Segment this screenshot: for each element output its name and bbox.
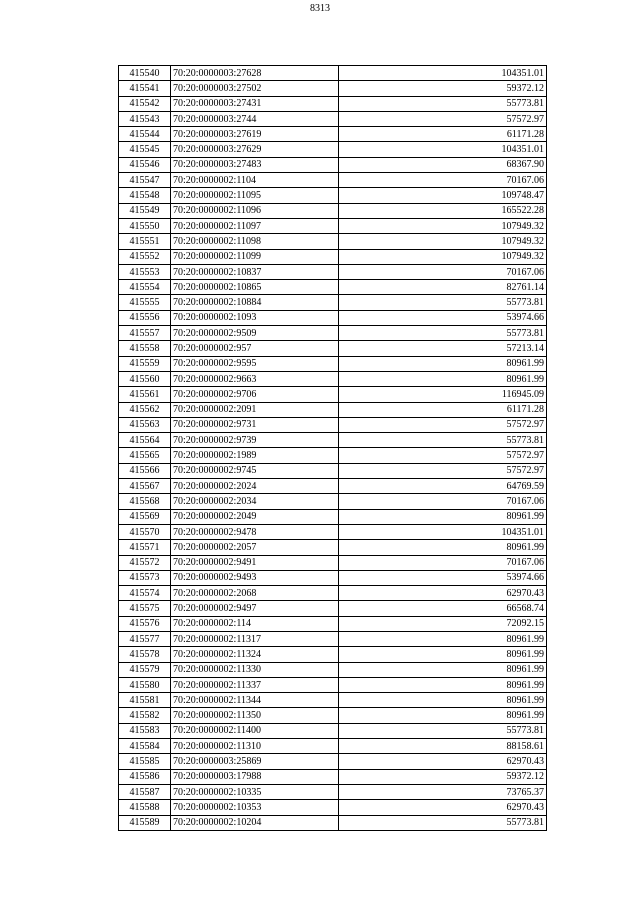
cadastral-number-cell: 70:20:0000002:9491 — [171, 555, 339, 570]
table-row — [119, 647, 547, 662]
value-cell: 80961.99 — [339, 662, 547, 677]
row-id-cell: 415543 — [119, 111, 171, 126]
table-row — [119, 417, 547, 432]
row-id-cell: 415552 — [119, 249, 171, 264]
value-cell: 57572.97 — [339, 111, 547, 126]
row-id-cell: 415584 — [119, 739, 171, 754]
row-id-cell: 415549 — [119, 203, 171, 218]
cadastral-number-cell: 70:20:0000002:9509 — [171, 326, 339, 341]
value-cell: 62970.43 — [339, 800, 547, 815]
row-id-cell: 415555 — [119, 295, 171, 310]
cadastral-number-cell: 70:20:0000002:9663 — [171, 371, 339, 386]
table-row — [119, 509, 547, 524]
table-row — [119, 555, 547, 570]
row-id-cell: 415548 — [119, 188, 171, 203]
cadastral-number-cell: 70:20:0000002:11310 — [171, 739, 339, 754]
table-row — [119, 769, 547, 784]
row-id-cell: 415571 — [119, 540, 171, 555]
page-number: 8313 — [310, 3, 330, 14]
value-cell: 57572.97 — [339, 417, 547, 432]
cadastral-number-cell: 70:20:0000002:11400 — [171, 723, 339, 738]
cadastral-number-cell: 70:20:0000002:9595 — [171, 356, 339, 371]
row-id-cell: 415581 — [119, 693, 171, 708]
table-row — [119, 723, 547, 738]
row-id-cell: 415558 — [119, 341, 171, 356]
table-row — [119, 66, 547, 81]
row-id-cell: 415544 — [119, 127, 171, 142]
cadastral-number-cell: 70:20:0000002:9739 — [171, 433, 339, 448]
row-id-cell: 415586 — [119, 769, 171, 784]
table-row — [119, 310, 547, 325]
cadastral-number-cell: 70:20:0000002:2049 — [171, 509, 339, 524]
cadastral-number-cell: 70:20:0000003:27502 — [171, 81, 339, 96]
cadastral-number-cell: 70:20:0000002:2057 — [171, 540, 339, 555]
table-row — [119, 356, 547, 371]
value-cell: 116945.09 — [339, 387, 547, 402]
value-cell: 53974.66 — [339, 570, 547, 585]
value-cell: 62970.43 — [339, 754, 547, 769]
cadastral-number-cell: 70:20:0000003:17988 — [171, 769, 339, 784]
cadastral-number-cell: 70:20:0000002:9731 — [171, 417, 339, 432]
row-id-cell: 415546 — [119, 157, 171, 172]
cadastral-number-cell: 70:20:0000002:10335 — [171, 784, 339, 799]
row-id-cell: 415559 — [119, 356, 171, 371]
table-row — [119, 540, 547, 555]
table-row — [119, 800, 547, 815]
cadastral-number-cell: 70:20:0000002:957 — [171, 341, 339, 356]
value-cell: 104351.01 — [339, 524, 547, 539]
value-cell: 59372.12 — [339, 769, 547, 784]
value-cell: 53974.66 — [339, 310, 547, 325]
value-cell: 80961.99 — [339, 371, 547, 386]
value-cell: 70167.06 — [339, 494, 547, 509]
cadastral-number-cell: 70:20:0000002:9478 — [171, 524, 339, 539]
row-id-cell: 415553 — [119, 264, 171, 279]
table-row — [119, 677, 547, 692]
cadastral-number-cell: 70:20:0000002:2024 — [171, 479, 339, 494]
cadastral-number-cell: 70:20:0000002:11324 — [171, 647, 339, 662]
table-row — [119, 463, 547, 478]
table-row — [119, 157, 547, 172]
cadastral-number-cell: 70:20:0000002:2068 — [171, 586, 339, 601]
value-cell: 80961.99 — [339, 356, 547, 371]
row-id-cell: 415567 — [119, 479, 171, 494]
value-cell: 57572.97 — [339, 463, 547, 478]
cadastral-number-cell: 70:20:0000002:114 — [171, 616, 339, 631]
value-cell: 109748.47 — [339, 188, 547, 203]
value-cell: 68367.90 — [339, 157, 547, 172]
table-row — [119, 662, 547, 677]
value-cell: 82761.14 — [339, 280, 547, 295]
value-cell: 72092.15 — [339, 616, 547, 631]
cadastral-number-cell: 70:20:0000002:10353 — [171, 800, 339, 815]
table-row — [119, 433, 547, 448]
cadastral-number-cell: 70:20:0000002:2034 — [171, 494, 339, 509]
cadastral-number-cell: 70:20:0000003:27628 — [171, 66, 339, 81]
table-row — [119, 693, 547, 708]
table-row — [119, 601, 547, 616]
row-id-cell: 415589 — [119, 815, 171, 830]
row-id-cell: 415575 — [119, 601, 171, 616]
cadastral-number-cell: 70:20:0000002:9497 — [171, 601, 339, 616]
value-cell: 70167.06 — [339, 264, 547, 279]
cadastral-number-cell: 70:20:0000002:1104 — [171, 173, 339, 188]
table-row — [119, 81, 547, 96]
row-id-cell: 415578 — [119, 647, 171, 662]
table-row — [119, 479, 547, 494]
cadastral-number-cell: 70:20:0000002:2091 — [171, 402, 339, 417]
value-cell: 165522.28 — [339, 203, 547, 218]
table-row — [119, 142, 547, 157]
row-id-cell: 415562 — [119, 402, 171, 417]
cadastral-number-cell: 70:20:0000003:25869 — [171, 754, 339, 769]
value-cell: 57213.14 — [339, 341, 547, 356]
row-id-cell: 415541 — [119, 81, 171, 96]
row-id-cell: 415560 — [119, 371, 171, 386]
row-id-cell: 415554 — [119, 280, 171, 295]
cadastral-number-cell: 70:20:0000003:27619 — [171, 127, 339, 142]
cadastral-number-cell: 70:20:0000002:1989 — [171, 448, 339, 463]
value-cell: 55773.81 — [339, 295, 547, 310]
table-row — [119, 188, 547, 203]
cadastral-number-cell: 70:20:0000002:10865 — [171, 280, 339, 295]
value-cell: 57572.97 — [339, 448, 547, 463]
value-cell: 80961.99 — [339, 540, 547, 555]
value-cell: 80961.99 — [339, 693, 547, 708]
data-table — [118, 65, 547, 831]
value-cell: 80961.99 — [339, 647, 547, 662]
cadastral-number-cell: 70:20:0000002:10884 — [171, 295, 339, 310]
row-id-cell: 415540 — [119, 66, 171, 81]
row-id-cell: 415577 — [119, 631, 171, 646]
row-id-cell: 415580 — [119, 677, 171, 692]
value-cell: 70167.06 — [339, 555, 547, 570]
table-row — [119, 218, 547, 233]
cadastral-number-cell: 70:20:0000002:11350 — [171, 708, 339, 723]
cadastral-number-cell: 70:20:0000002:11097 — [171, 218, 339, 233]
value-cell: 80961.99 — [339, 509, 547, 524]
table-row — [119, 326, 547, 341]
row-id-cell: 415557 — [119, 326, 171, 341]
table-row — [119, 524, 547, 539]
cadastral-number-cell: 70:20:0000002:11337 — [171, 677, 339, 692]
row-id-cell: 415572 — [119, 555, 171, 570]
row-id-cell: 415566 — [119, 463, 171, 478]
table-body — [119, 66, 547, 831]
table-row — [119, 173, 547, 188]
cadastral-number-cell: 70:20:0000002:9745 — [171, 463, 339, 478]
value-cell: 59372.12 — [339, 81, 547, 96]
value-cell: 55773.81 — [339, 326, 547, 341]
table-row — [119, 264, 547, 279]
cadastral-number-cell: 70:20:0000002:11099 — [171, 249, 339, 264]
value-cell: 62970.43 — [339, 586, 547, 601]
cadastral-number-cell: 70:20:0000002:9493 — [171, 570, 339, 585]
cadastral-number-cell: 70:20:0000002:11098 — [171, 234, 339, 249]
value-cell: 55773.81 — [339, 815, 547, 830]
value-cell: 55773.81 — [339, 723, 547, 738]
table-row — [119, 127, 547, 142]
row-id-cell: 415563 — [119, 417, 171, 432]
value-cell: 107949.32 — [339, 218, 547, 233]
row-id-cell: 415568 — [119, 494, 171, 509]
cadastral-number-cell: 70:20:0000002:10837 — [171, 264, 339, 279]
value-cell: 80961.99 — [339, 708, 547, 723]
row-id-cell: 415574 — [119, 586, 171, 601]
table-row — [119, 815, 547, 830]
table-row — [119, 96, 547, 111]
row-id-cell: 415561 — [119, 387, 171, 402]
row-id-cell: 415565 — [119, 448, 171, 463]
value-cell: 61171.28 — [339, 402, 547, 417]
row-id-cell: 415545 — [119, 142, 171, 157]
row-id-cell: 415550 — [119, 218, 171, 233]
table-row — [119, 708, 547, 723]
cadastral-number-cell: 70:20:0000003:2744 — [171, 111, 339, 126]
cadastral-number-cell: 70:20:0000003:27629 — [171, 142, 339, 157]
table-row — [119, 570, 547, 585]
table-row — [119, 111, 547, 126]
table-row — [119, 586, 547, 601]
cadastral-number-cell: 70:20:0000002:1093 — [171, 310, 339, 325]
table-row — [119, 295, 547, 310]
row-id-cell: 415585 — [119, 754, 171, 769]
row-id-cell: 415569 — [119, 509, 171, 524]
value-cell: 107949.32 — [339, 249, 547, 264]
row-id-cell: 415582 — [119, 708, 171, 723]
row-id-cell: 415556 — [119, 310, 171, 325]
value-cell: 64769.59 — [339, 479, 547, 494]
table-row — [119, 371, 547, 386]
cadastral-number-cell: 70:20:0000002:11317 — [171, 631, 339, 646]
value-cell: 80961.99 — [339, 631, 547, 646]
cadastral-number-cell: 70:20:0000003:27483 — [171, 157, 339, 172]
cadastral-number-cell: 70:20:0000002:11095 — [171, 188, 339, 203]
value-cell: 107949.32 — [339, 234, 547, 249]
row-id-cell: 415564 — [119, 433, 171, 448]
value-cell: 88158.61 — [339, 739, 547, 754]
cadastral-number-cell: 70:20:0000002:10204 — [171, 815, 339, 830]
cadastral-number-cell: 70:20:0000002:11330 — [171, 662, 339, 677]
table-row — [119, 784, 547, 799]
table-row — [119, 754, 547, 769]
value-cell: 73765.37 — [339, 784, 547, 799]
table-row — [119, 402, 547, 417]
value-cell: 70167.06 — [339, 173, 547, 188]
value-cell: 66568.74 — [339, 601, 547, 616]
row-id-cell: 415588 — [119, 800, 171, 815]
value-cell: 104351.01 — [339, 142, 547, 157]
table-row — [119, 249, 547, 264]
table-row — [119, 494, 547, 509]
row-id-cell: 415587 — [119, 784, 171, 799]
row-id-cell: 415579 — [119, 662, 171, 677]
row-id-cell: 415570 — [119, 524, 171, 539]
row-id-cell: 415573 — [119, 570, 171, 585]
table-row — [119, 203, 547, 218]
row-id-cell: 415583 — [119, 723, 171, 738]
table-row — [119, 387, 547, 402]
table-row — [119, 280, 547, 295]
row-id-cell: 415542 — [119, 96, 171, 111]
table-row — [119, 739, 547, 754]
row-id-cell: 415547 — [119, 173, 171, 188]
cadastral-number-cell: 70:20:0000002:9706 — [171, 387, 339, 402]
table-row — [119, 631, 547, 646]
table-row — [119, 448, 547, 463]
value-cell: 104351.01 — [339, 66, 547, 81]
row-id-cell: 415551 — [119, 234, 171, 249]
cadastral-number-cell: 70:20:0000002:11344 — [171, 693, 339, 708]
value-cell: 55773.81 — [339, 433, 547, 448]
table-row — [119, 341, 547, 356]
value-cell: 55773.81 — [339, 96, 547, 111]
table-row — [119, 234, 547, 249]
value-cell: 61171.28 — [339, 127, 547, 142]
row-id-cell: 415576 — [119, 616, 171, 631]
cadastral-number-cell: 70:20:0000003:27431 — [171, 96, 339, 111]
table-row — [119, 616, 547, 631]
value-cell: 80961.99 — [339, 677, 547, 692]
cadastral-number-cell: 70:20:0000002:11096 — [171, 203, 339, 218]
